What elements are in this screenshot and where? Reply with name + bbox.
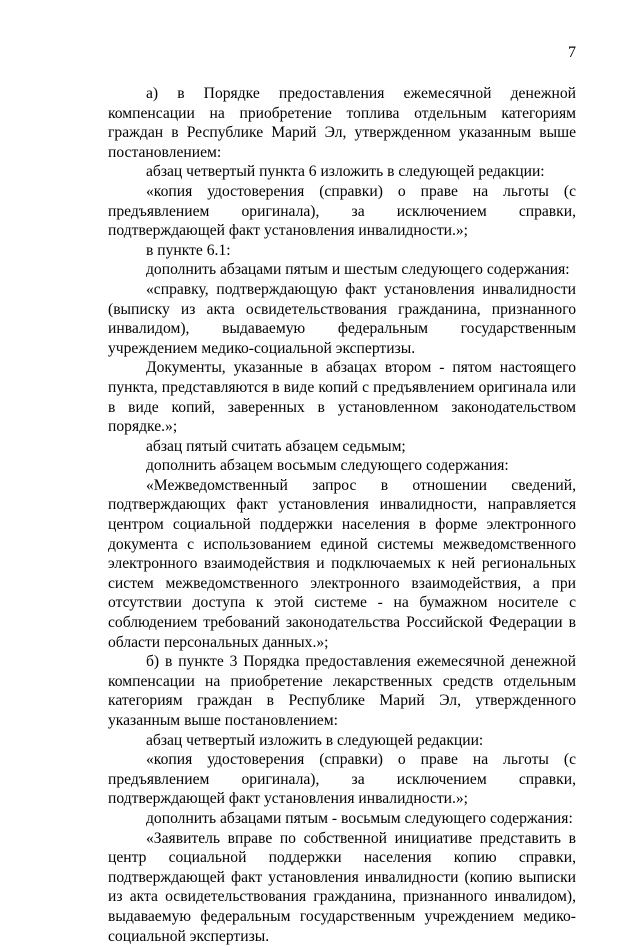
paragraph-quote: «копия удостоверения (справки) о праве на льготы (с предъявлением оригинала), за исключением справки, подтверждающей факт установления инвалидности.»; — [108, 182, 576, 240]
paragraph-quote: «копия удостоверения (справки) о праве на льготы (с предъявлением оригинала), за исключением справки, подтверждающей факт установления инвалидности.»; — [108, 751, 576, 808]
document-body — [108, 84, 576, 946]
paragraph: в пункте 6.1: — [146, 241, 231, 259]
paragraph: Документы, указанные в абзацах втором - пятом настоящего пункта, представляются в виде копий с предъявлением оригинала или в виде копий, заверенных в установленном законодательством порядке.»; — [108, 359, 576, 436]
paragraph-quote: «Заявитель вправе по собственной инициативе представить в центр социальной поддержки населения копию справки, подтверждающей факт установления инвалидности (копию выписки из акта освидетельствования гражданина, признанного инвалидом), выдаваемую федеральным государственным учреждением медико-социальной экспертизы. — [108, 829, 576, 945]
paragraph-quote: «Межведомственный запрос в отношении сведений, подтверждающих факт установления инвалидности, направляется центром социальной поддержки населения в форме электронного документа с использованием единой системы межведомственного электронного взаимодействия и подключаемых к ней региональных систем межведомственного электронного взаимодействия, а при отсутствии доступа к этой системе - на бумажном носителе с соблюдением требований законодательства Российской Федерации в области персональных данных.»; — [108, 476, 576, 651]
paragraph: абзац четвертый пункта 6 изложить в следующей редакции: — [146, 163, 545, 181]
paragraph: абзац четвертый изложить в следующей редакции: — [146, 731, 484, 749]
paragraph-quote: «справку, подтверждающую факт установления инвалидности (выписку из акта освидетельствования гражданина, признанного инвалидом), выдаваемую федеральным государственным учреждением медико-социальной экспертизы. — [108, 280, 576, 357]
paragraph: дополнить абзацем восьмым следующего содержания: — [146, 457, 509, 475]
paragraph-a-intro: а) в Порядке предоставления ежемесячной денежной компенсации на приобретение топлива отдельным категориям граждан в Республике Марий Эл, утвержденном указанным выше постановлением: — [108, 85, 576, 161]
paragraph-b-intro: б) в пункте 3 Порядка предоставления ежемесячной денежной компенсации на приобретение лекарственных средств отдельным категориям граждан в Республике Марий Эл, утвержденного указанным выше постановлением: — [108, 653, 576, 729]
paragraph: дополнить абзацами пятым и шестым следующего содержания: — [146, 261, 570, 279]
paragraph: дополнить абзацами пятым - восьмым следующего содержания: — [146, 809, 573, 827]
paragraph: абзац пятый считать абзацем седьмым; — [146, 437, 406, 455]
page-number: 7 — [568, 44, 576, 61]
